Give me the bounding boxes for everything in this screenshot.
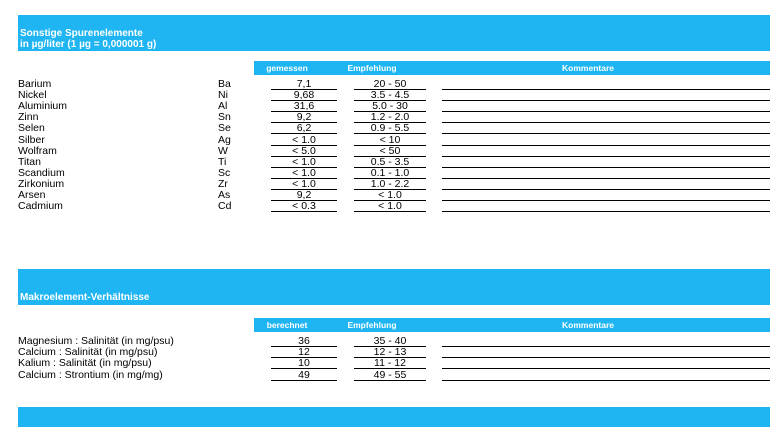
element-symbol: Ni bbox=[218, 89, 228, 102]
recommended-range: < 50 bbox=[354, 146, 426, 157]
table-row bbox=[18, 358, 770, 369]
recommended-range: 49 - 55 bbox=[354, 370, 426, 381]
element-name: Titan bbox=[18, 155, 41, 168]
trace-elements-banner bbox=[18, 15, 770, 51]
element-symbol: W bbox=[218, 144, 228, 157]
comment-cell bbox=[442, 358, 770, 369]
macro-elements-title: Makroelement-Verhältnisse bbox=[20, 292, 150, 303]
recommended-range: 20 - 50 bbox=[354, 79, 426, 90]
measured-value: < 1.0 bbox=[271, 168, 337, 179]
element-name: Aluminium bbox=[18, 100, 68, 113]
header-recommendation: Empfehlung bbox=[347, 320, 397, 330]
comment-cell bbox=[442, 123, 770, 134]
table-row bbox=[18, 370, 770, 381]
table-row bbox=[18, 135, 770, 146]
ratio-name: Magnesium : Salinität (in mg/psu) bbox=[18, 335, 174, 347]
comment-cell bbox=[442, 370, 770, 381]
trace-table-header bbox=[254, 61, 770, 75]
recommended-range: < 10 bbox=[354, 135, 426, 146]
element-name: Barium bbox=[18, 78, 52, 90]
element-symbol: Sn bbox=[218, 111, 231, 124]
element-name: Selen bbox=[18, 122, 45, 135]
comment-cell bbox=[442, 347, 770, 358]
element-name: Nickel bbox=[18, 89, 47, 102]
macro-elements-banner bbox=[18, 269, 770, 305]
comment-cell bbox=[442, 101, 770, 112]
trace-elements-title: Sonstige Spurenelemente bbox=[20, 28, 143, 39]
header-calculated: berechnet bbox=[266, 320, 308, 330]
element-symbol: Ba bbox=[218, 78, 231, 90]
table-row bbox=[18, 201, 770, 212]
footer-banner bbox=[18, 407, 770, 427]
macro-table-header bbox=[254, 318, 770, 332]
trace-elements-unit: in µg/liter (1 µg = 0,000001 g) bbox=[20, 39, 157, 50]
measured-value: 7,1 bbox=[271, 79, 337, 90]
element-symbol: Ag bbox=[218, 133, 231, 146]
recommended-range: 12 - 13 bbox=[354, 347, 426, 358]
header-recommendation: Empfehlung bbox=[347, 63, 397, 73]
element-name: Zinn bbox=[18, 111, 39, 124]
measured-value: 31,6 bbox=[271, 101, 337, 112]
calculated-value: 12 bbox=[271, 347, 337, 358]
measured-value: < 1.0 bbox=[271, 179, 337, 190]
measured-value: 9,68 bbox=[271, 90, 337, 101]
table-row bbox=[18, 123, 770, 134]
table-row bbox=[18, 146, 770, 157]
ratio-name: Kalium : Salinität (in mg/psu) bbox=[18, 357, 152, 370]
comment-cell bbox=[442, 157, 770, 168]
ratio-name: Calcium : Strontium (in mg/mg) bbox=[18, 368, 163, 381]
element-name: Arsen bbox=[18, 189, 46, 201]
element-name: Cadmium bbox=[18, 200, 63, 213]
measured-value: 6,2 bbox=[271, 123, 337, 134]
measured-value: < 1.0 bbox=[271, 157, 337, 168]
recommended-range: < 1.0 bbox=[354, 201, 426, 212]
comment-cell bbox=[442, 168, 770, 179]
ratio-name: Calcium : Salinität (in mg/psu) bbox=[18, 346, 158, 359]
comment-cell bbox=[442, 336, 770, 347]
comment-cell bbox=[442, 179, 770, 190]
comment-cell bbox=[442, 135, 770, 146]
calculated-value: 10 bbox=[271, 358, 337, 369]
comment-cell bbox=[442, 79, 770, 90]
recommended-range: < 1.0 bbox=[354, 190, 426, 201]
comment-cell bbox=[442, 112, 770, 123]
measured-value: 9,2 bbox=[271, 190, 337, 201]
recommended-range: 0.9 - 5.5 bbox=[354, 123, 426, 134]
element-symbol: Zr bbox=[218, 177, 228, 190]
comment-cell bbox=[442, 146, 770, 157]
recommended-range: 1.0 - 2.2 bbox=[354, 179, 426, 190]
header-comments: Kommentare bbox=[562, 320, 614, 330]
recommended-range: 5.0 - 30 bbox=[354, 101, 426, 112]
element-name: Silber bbox=[18, 133, 45, 146]
recommended-range: 0.5 - 3.5 bbox=[354, 157, 426, 168]
comment-cell bbox=[442, 201, 770, 212]
header-measured: gemessen bbox=[266, 63, 308, 73]
recommended-range: 3.5 - 4.5 bbox=[354, 90, 426, 101]
element-symbol: Se bbox=[218, 122, 231, 135]
measured-value: < 5.0 bbox=[271, 146, 337, 157]
comment-cell bbox=[442, 190, 770, 201]
recommended-range: 1.2 - 2.0 bbox=[354, 112, 426, 123]
recommended-range: 0.1 - 1.0 bbox=[354, 168, 426, 179]
element-name: Zirkonium bbox=[18, 177, 65, 190]
recommended-range: 35 - 40 bbox=[354, 336, 426, 347]
element-symbol: Ti bbox=[218, 155, 227, 168]
element-name: Scandium bbox=[18, 166, 65, 179]
element-name: Wolfram bbox=[18, 144, 57, 157]
element-symbol: Al bbox=[218, 100, 228, 113]
header-comments: Kommentare bbox=[562, 63, 614, 73]
calculated-value: 49 bbox=[271, 370, 337, 381]
comment-cell bbox=[442, 90, 770, 101]
element-symbol: Cd bbox=[218, 200, 232, 213]
measured-value: 9,2 bbox=[271, 112, 337, 123]
measured-value: < 0.3 bbox=[271, 201, 337, 212]
element-symbol: Sc bbox=[218, 166, 231, 179]
measured-value: < 1.0 bbox=[271, 135, 337, 146]
element-symbol: As bbox=[218, 189, 231, 201]
calculated-value: 36 bbox=[271, 336, 337, 347]
recommended-range: 11 - 12 bbox=[354, 358, 426, 369]
